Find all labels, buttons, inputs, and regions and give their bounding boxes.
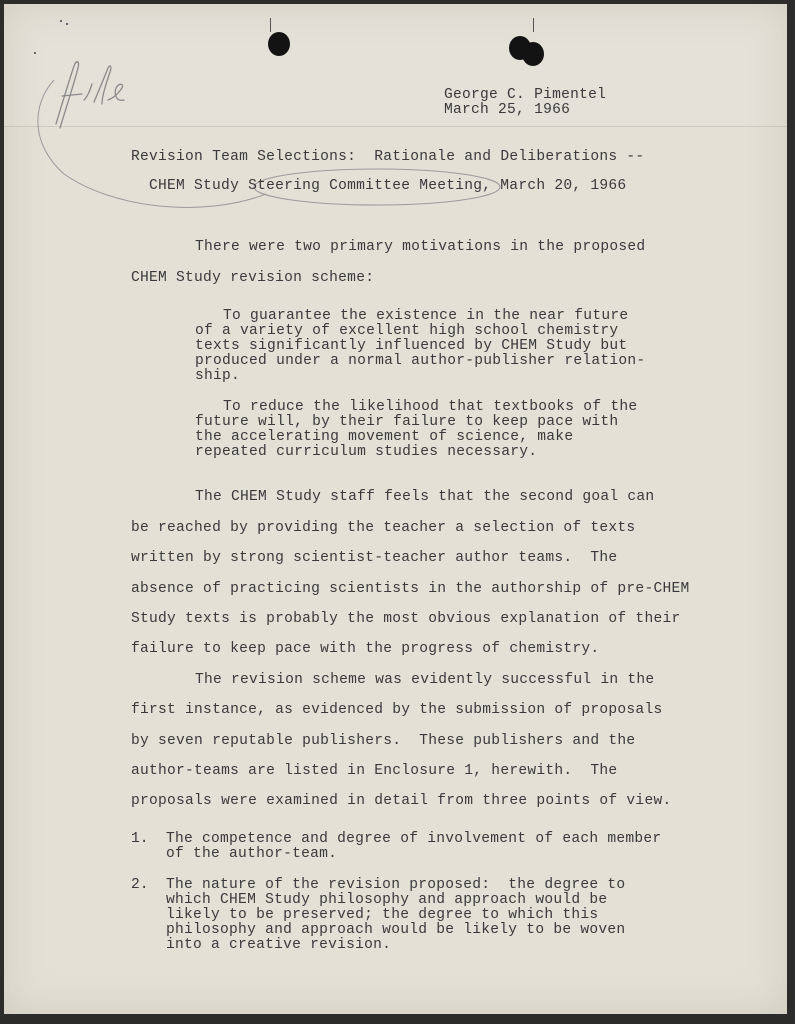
author-name: George C. Pimentel [444, 87, 607, 103]
punch-hole [522, 42, 544, 66]
list-item-line: likely to be preserved; the degree to which this [166, 907, 599, 923]
paragraph-1-line: Study texts is probably the most obvious explanation of their [131, 611, 681, 627]
list-item-number: 2. [131, 877, 149, 893]
folded-top-strip [4, 4, 787, 127]
paragraph-1-line: failure to keep pace with the progress of chemistry. [131, 641, 600, 657]
punch-hole [268, 32, 290, 56]
intro-line: CHEM Study revision scheme: [131, 270, 375, 286]
goal-2-line: future will, by their failure to keep pace with [195, 414, 619, 430]
paragraph-1-line: absence of practicing scientists in the authorship of pre-CHEM [131, 581, 690, 597]
pencil-tick [270, 18, 271, 32]
paragraph-2-line: by seven reputable publishers. These publishers and the [131, 733, 636, 749]
list-item-line: The nature of the revision proposed: the degree to [166, 877, 626, 893]
list-item-number: 1. [131, 831, 149, 847]
speck [60, 20, 62, 22]
paragraph-2-line: The revision scheme was evidently successful in the [195, 672, 655, 688]
list-item-line: The competence and degree of involvement of each member [166, 831, 662, 847]
pencil-tick [533, 18, 534, 32]
goal-2-line: repeated curriculum studies necessary. [195, 444, 538, 460]
title-line-2: CHEM Study Steering Committee Meeting, March 20, 1966 [149, 178, 627, 194]
document-page [4, 4, 787, 1014]
paragraph-1-line: be reached by providing the teacher a selection of texts [131, 520, 636, 536]
speck [66, 23, 68, 25]
paragraph-2-line: proposals were examined in detail from three points of view. [131, 793, 672, 809]
goal-1-line: ship. [195, 368, 241, 384]
document-date: March 25, 1966 [444, 102, 571, 118]
title-line-1: Revision Team Selections: Rationale and Deliberations -- [131, 149, 645, 165]
paragraph-2-line: first instance, as evidenced by the submission of proposals [131, 702, 663, 718]
goal-1-line: texts significantly influenced by CHEM Study but [195, 338, 628, 354]
goal-2-line: the accelerating movement of science, make [195, 429, 574, 445]
paragraph-2-line: author-teams are listed in Enclosure 1, herewith. The [131, 763, 618, 779]
goal-1-line: produced under a normal author-publisher relation- [195, 353, 646, 369]
list-item-line: which CHEM Study philosophy and approach would be [166, 892, 608, 908]
paragraph-1-line: The CHEM Study staff feels that the second goal can [195, 489, 655, 505]
speck [34, 52, 36, 54]
paragraph-1-line: written by strong scientist-teacher author teams. The [131, 550, 618, 566]
goal-1-line: of a variety of excellent high school chemistry [195, 323, 619, 339]
list-item-line: of the author-team. [166, 846, 338, 862]
goal-1-line: To guarantee the existence in the near future [223, 308, 629, 324]
list-item-line: into a creative revision. [166, 937, 392, 953]
list-item-line: philosophy and approach would be likely to be woven [166, 922, 626, 938]
intro-line: There were two primary motivations in the proposed [195, 239, 646, 255]
goal-2-line: To reduce the likelihood that textbooks of the [223, 399, 638, 415]
